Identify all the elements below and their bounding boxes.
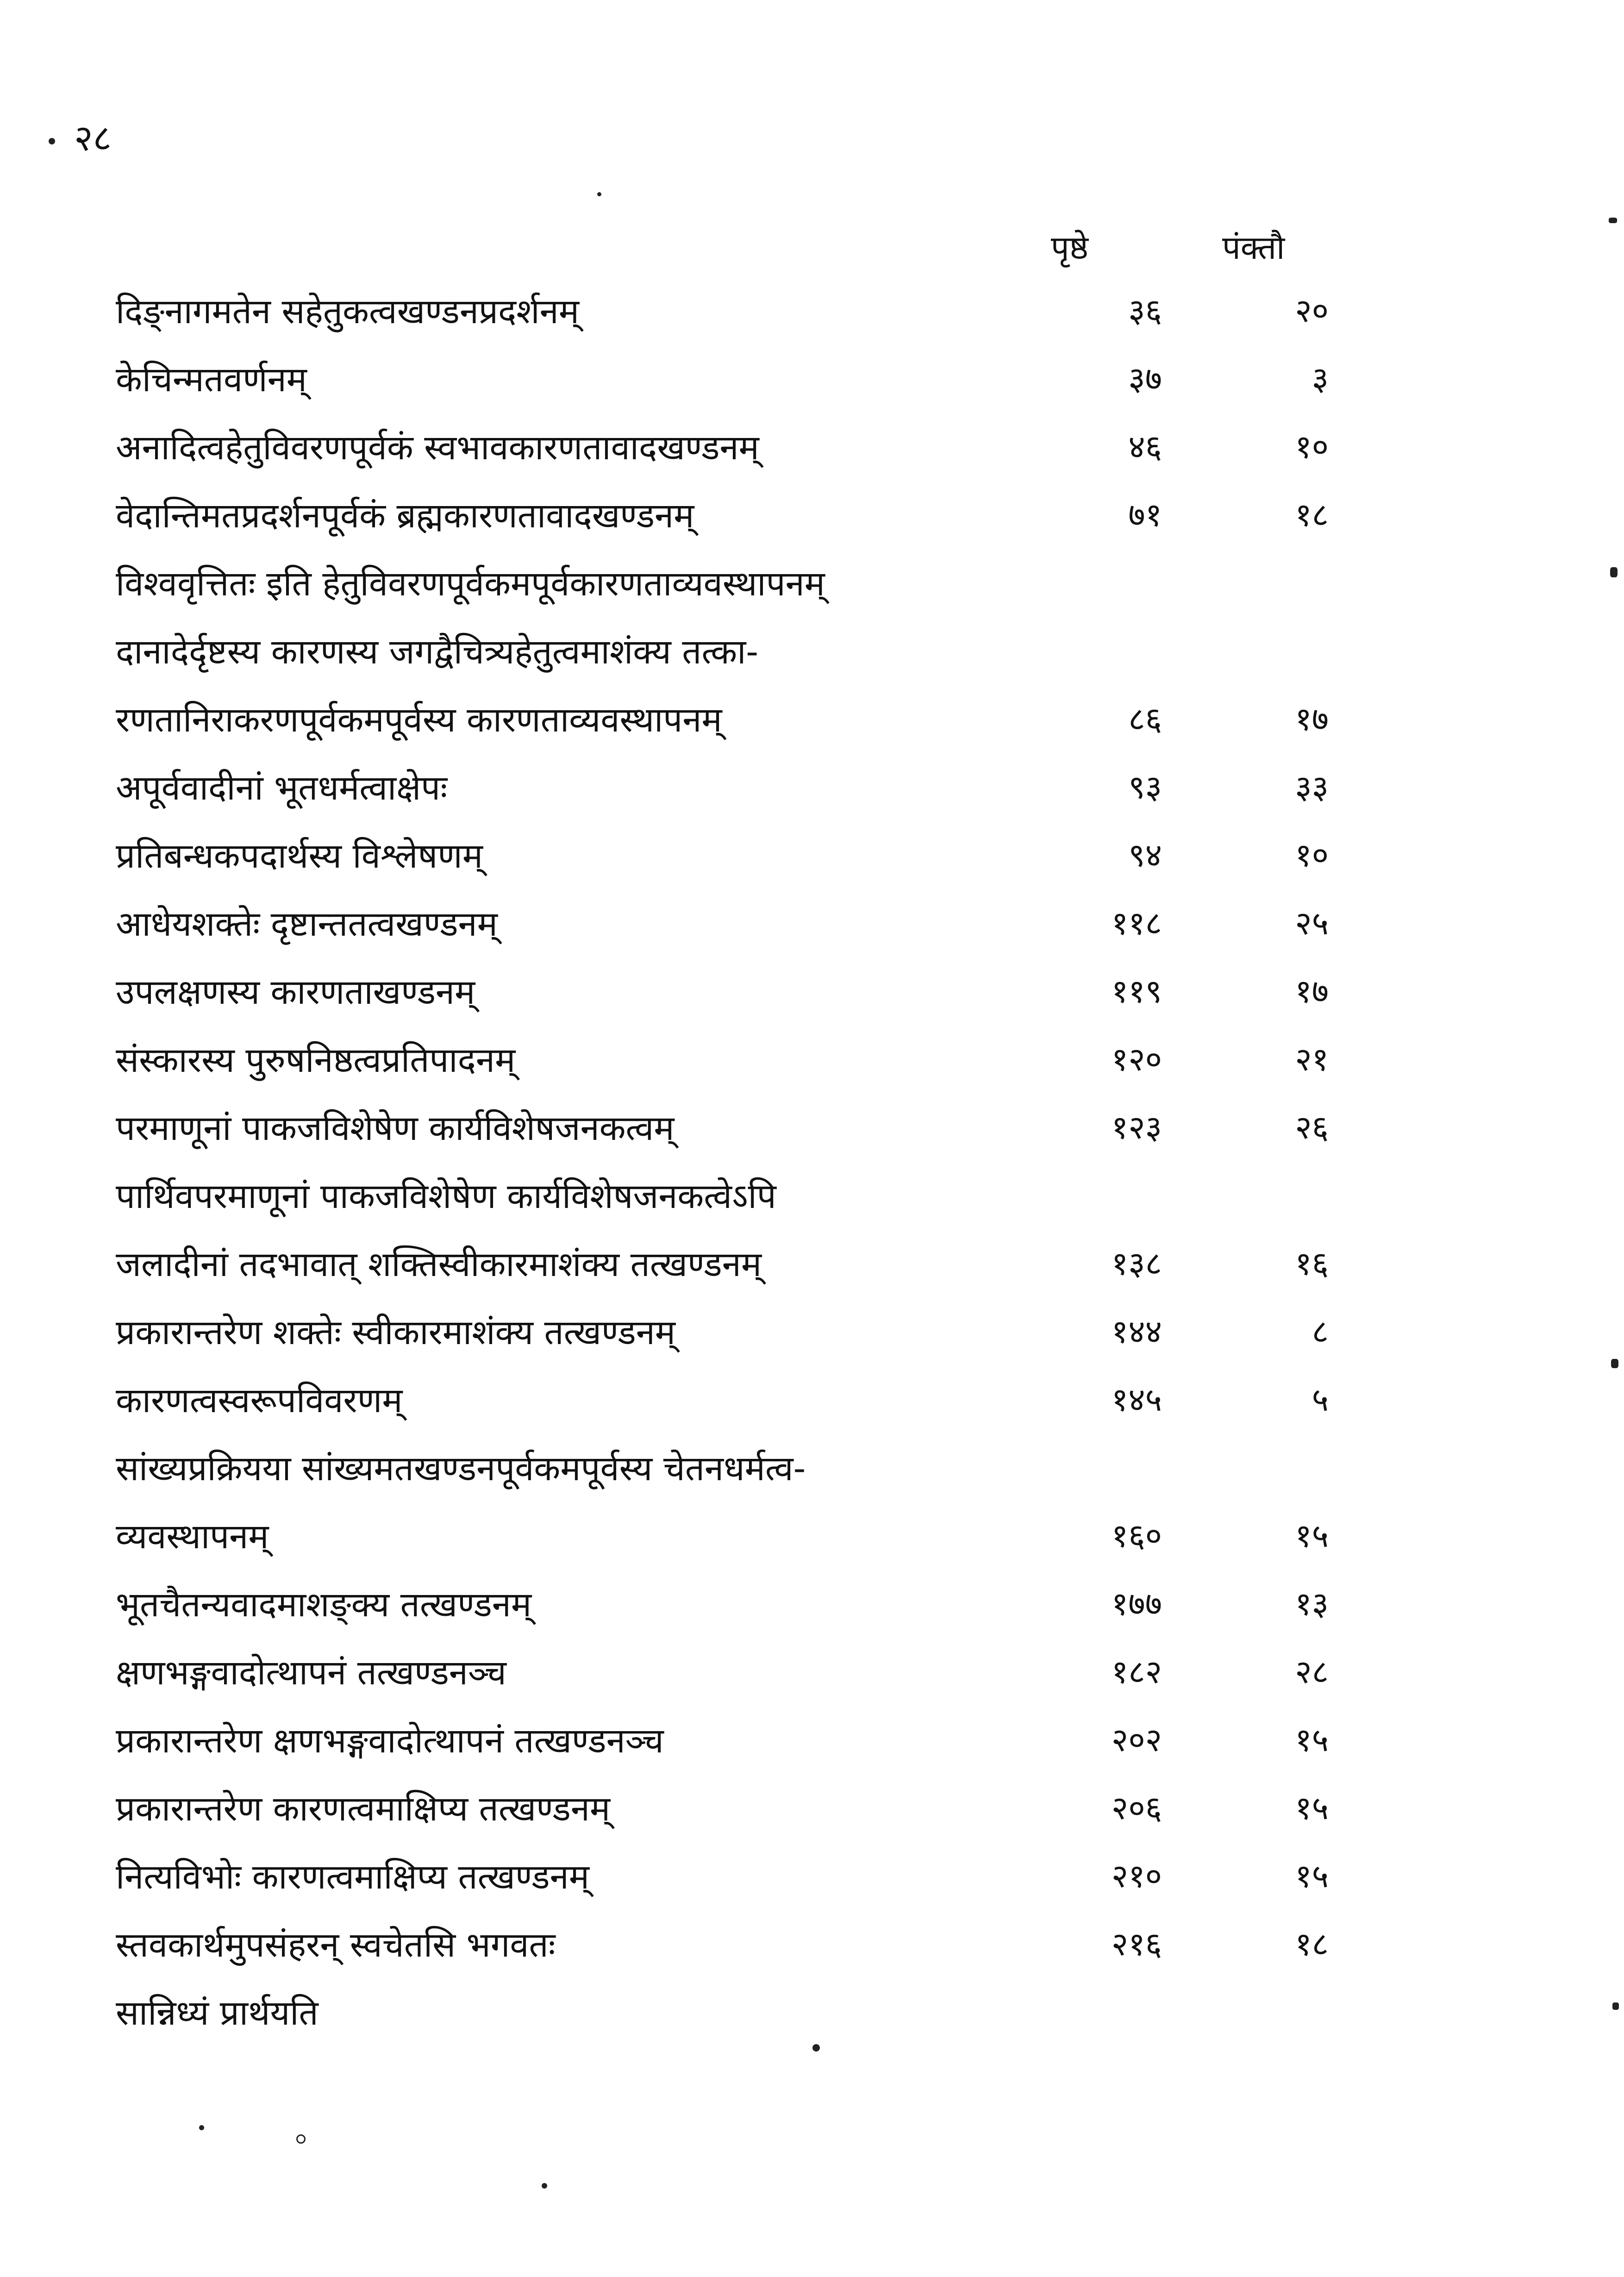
- toc-entry-page: ३७: [1128, 360, 1162, 398]
- page-column-header: पृष्ठे: [1051, 229, 1088, 267]
- toc-entry-page: २१६: [1111, 1925, 1162, 1963]
- toc-entry-line: १७: [1295, 972, 1329, 1010]
- toc-entry-title: अनादित्वहेतुविवरणपूर्वकं स्वभावकारणतावादखण्डनम्: [116, 428, 759, 468]
- toc-entry-title: आधेयशक्तेः दृष्टान्ततत्वखण्डनम्: [116, 904, 498, 944]
- toc-entry: [116, 1374, 1505, 1442]
- scan-speck: [1612, 2002, 1619, 2010]
- toc-entry-title: संस्कारस्य पुरुषनिष्ठत्वप्रतिपादनम्: [116, 1040, 516, 1080]
- toc-entry: [116, 557, 1505, 625]
- toc-entry-line: १६: [1295, 1245, 1329, 1282]
- toc-entry: [116, 1646, 1505, 1714]
- toc-entry-title: प्रकारान्तरेण कारणत्वमाक्षिप्य तत्खण्डनम्: [116, 1789, 611, 1829]
- toc-entry-title: सान्निध्यं प्रार्थयति: [116, 1993, 319, 2033]
- toc-entry: [116, 1714, 1505, 1782]
- toc-entry-title: व्यवस्थापनम्: [116, 1517, 269, 1557]
- toc-entry-title: क्षणभङ्गवादोत्थापनं तत्खण्डनञ्च: [116, 1653, 506, 1693]
- toc-entry-line: १५: [1295, 1857, 1329, 1895]
- toc-entry-page: ११८: [1111, 904, 1162, 942]
- toc-entry-line: १८: [1295, 496, 1329, 534]
- toc-entry-line: २६: [1295, 1108, 1329, 1146]
- toc-entry-title: स्तवकार्थमुपसंहरन् स्वचेतसि भगवतः: [116, 1925, 556, 1965]
- toc-entry-title: विश्ववृत्तितः इति हेतुविवरणपूर्वकमपूर्वकारणताव्यवस्थापनम्: [116, 564, 825, 604]
- toc-entry-page: २०२: [1111, 1721, 1162, 1759]
- toc-entry-title: भूतचैतन्यवादमाशङ्क्य तत्खण्डनम्: [116, 1585, 532, 1625]
- toc-entry-line: ३: [1312, 360, 1329, 398]
- toc-entry-page: ४६: [1128, 428, 1162, 466]
- toc-entry-line: २०: [1295, 292, 1329, 330]
- toc-entry-line: १८: [1295, 1925, 1329, 1963]
- toc-entry-title: प्रतिबन्धकपदार्थस्य विश्लेषणम्: [116, 836, 483, 876]
- toc-entry-title: कारणत्वस्वरूपविवरणम्: [116, 1381, 403, 1420]
- toc-entry-line: १५: [1295, 1789, 1329, 1827]
- scan-speck: [1610, 567, 1618, 577]
- toc-entry: [116, 965, 1505, 1033]
- toc-entry: [116, 285, 1505, 353]
- toc-entry-page: १२३: [1111, 1108, 1162, 1146]
- toc-entry: [116, 1510, 1505, 1578]
- toc-entry: [116, 761, 1505, 829]
- toc-entry: [116, 1850, 1505, 1918]
- toc-entry-page: १२०: [1111, 1040, 1162, 1078]
- toc-entry-line: १०: [1295, 428, 1329, 466]
- toc-entry-line: २८: [1295, 1653, 1329, 1691]
- toc-entry: [116, 1578, 1505, 1646]
- scan-speck: [49, 138, 55, 144]
- toc-entry: [116, 1101, 1505, 1170]
- toc-entry-title: रणतानिराकरणपूर्वकमपूर्वस्य कारणताव्यवस्थापनम्: [116, 700, 722, 740]
- scan-speck: [199, 2125, 204, 2130]
- toc-entry: [116, 421, 1505, 489]
- toc-entry-title: प्रकारान्तरेण क्षणभङ्गवादोत्थापनं तत्खण्डनञ्च: [116, 1721, 664, 1761]
- toc-entry-line: ३३: [1295, 768, 1329, 806]
- toc-entry: [116, 1170, 1505, 1238]
- toc-entry: [116, 1238, 1505, 1306]
- toc-entry-page: १८२: [1111, 1653, 1162, 1691]
- toc-entry: [116, 353, 1505, 421]
- scan-speck: [597, 192, 601, 196]
- toc-entry-line: २१: [1295, 1040, 1329, 1078]
- toc-entry-line: १५: [1295, 1517, 1329, 1555]
- toc-entry: [116, 829, 1505, 897]
- toc-entry-line: १७: [1295, 700, 1329, 738]
- toc-entry: [116, 1918, 1505, 1986]
- toc-entry: [116, 1986, 1505, 2054]
- toc-entry-title: परमाणूनां पाकजविशेषेण कार्यविशेषजनकत्वम्: [116, 1108, 675, 1148]
- toc-entry-title: नित्यविभोः कारणत्वमाक्षिप्य तत्खण्डनम्: [116, 1857, 589, 1897]
- toc-entry-page: ७१: [1128, 496, 1162, 534]
- toc-entry: [116, 1306, 1505, 1374]
- toc-entry: [116, 489, 1505, 557]
- scan-speck: [296, 2134, 306, 2144]
- toc-entry: [116, 625, 1505, 693]
- toc-entry-line: ५: [1312, 1381, 1329, 1419]
- toc-entry-title: दानादेर्दृष्टस्य कारणस्य जगद्वैचित्र्यहेतुत्वमाशंक्य तत्का-: [116, 632, 759, 672]
- scan-speck: [1609, 218, 1617, 223]
- toc-entry-page: ९४: [1128, 836, 1162, 874]
- toc-entry-page: २१०: [1111, 1857, 1162, 1895]
- toc-entry: [116, 1033, 1505, 1101]
- toc-entry-page: १७७: [1111, 1585, 1162, 1623]
- line-column-header: पंक्तौ: [1222, 229, 1285, 267]
- toc-entry-line: ८: [1312, 1313, 1329, 1351]
- toc-entry-title: वेदान्तिमतप्रदर्शनपूर्वकं ब्रह्मकारणतावादखण्डनम्: [116, 496, 694, 536]
- toc-entry-page: १४५: [1111, 1381, 1162, 1419]
- scan-speck: [542, 2183, 547, 2189]
- toc-entry-title: उपलक्षणस्य कारणताखण्डनम्: [116, 972, 475, 1012]
- scan-speck: [812, 2044, 820, 2052]
- toc-entry-line: १०: [1295, 836, 1329, 874]
- toc-entry: [116, 897, 1505, 965]
- toc-entry-title: सांख्यप्रक्रियया सांख्यमतखण्डनपूर्वकमपूर्वस्य चेतनधर्मत्व-: [116, 1449, 806, 1489]
- toc-entry-page: १४४: [1111, 1313, 1162, 1351]
- toc-entry-title: केचिन्मतवर्णनम्: [116, 360, 307, 400]
- toc-entry-title: अपूर्ववादीनां भूतधर्मत्वाक्षेपः: [116, 768, 448, 808]
- scan-speck: [1611, 1359, 1618, 1368]
- page-number: २८: [74, 118, 112, 159]
- toc-entry-page: ११९: [1111, 972, 1162, 1010]
- toc-entry-page: ८६: [1128, 700, 1162, 738]
- toc-entry-title: पार्थिवपरमाणूनां पाकजविशेषेण कार्यविशेषजनकत्वेऽपि: [116, 1176, 776, 1216]
- toc-entry-line: २५: [1295, 904, 1329, 942]
- toc-entry: [116, 1442, 1505, 1510]
- toc-entry-page: ३६: [1128, 292, 1162, 330]
- table-of-contents: [116, 285, 1505, 2054]
- toc-entry: [116, 693, 1505, 761]
- toc-entry-title: प्रकारान्तरेण शक्तेः स्वीकारमाशंक्य तत्खण्डनम्: [116, 1313, 676, 1352]
- toc-entry-page: १६०: [1111, 1517, 1162, 1555]
- toc-entry-page: ९३: [1128, 768, 1162, 806]
- toc-entry-line: १५: [1295, 1721, 1329, 1759]
- toc-entry-title: जलादीनां तदभावात् शक्तिस्वीकारमाशंक्य तत्खण्डनम्: [116, 1245, 762, 1284]
- toc-entry-page: १३८: [1111, 1245, 1162, 1282]
- toc-entry-page: २०६: [1111, 1789, 1162, 1827]
- toc-entry-line: १३: [1295, 1585, 1329, 1623]
- toc-entry-title: दिङ्नागमतेन सहेतुकत्वखण्डनप्रदर्शनम्: [116, 292, 579, 332]
- toc-entry: [116, 1782, 1505, 1850]
